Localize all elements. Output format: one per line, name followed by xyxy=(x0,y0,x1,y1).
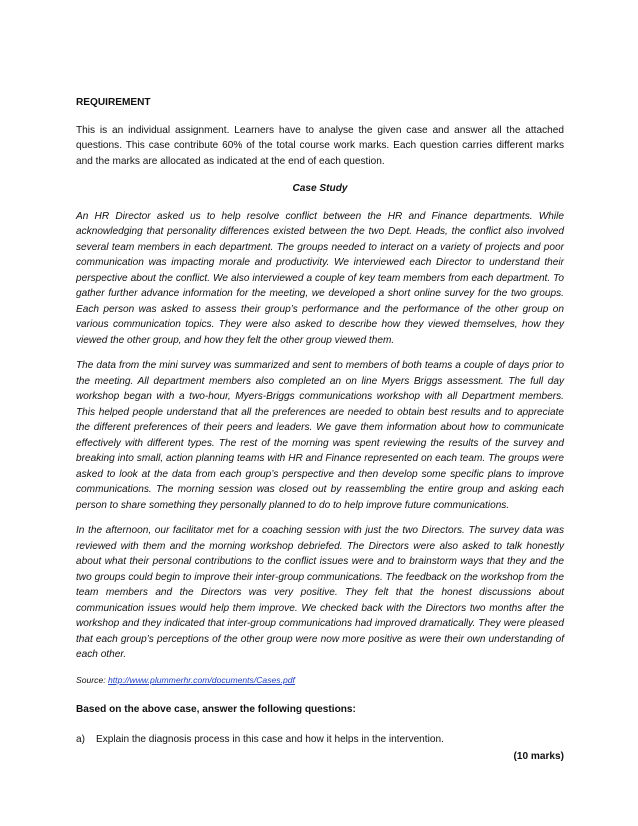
question-label: a) xyxy=(76,733,85,745)
source-link[interactable]: http://www.plummerhr.com/documents/Cases.pdf xyxy=(108,674,295,685)
source-line xyxy=(76,673,564,689)
case-paragraph-2: The data from the mini survey was summarized and sent to members of both teams a couple of days prior to the meeting. All department members also completed an on line Myers Briggs assessment. The full day workshop began with a two-hour, Myers-Briggs communications workshop with all Department members. This helped people understand that all the preferences are needed to obtain best results and to appreciate the different preferences of their peers and leaders. We gave them information about how to communicate effectively with different types. The rest of the morning was spent reviewing the results of the survey and breaking into small, action planning teams with HR and Finance represented on each team. The groups were asked to look at the data from each group’s perspective and then develop some specific plans to improve communications. The morning session was closed out by reassembling the entire group and asking each person to share something they personally planned to do to help improve future communications. xyxy=(76,360,564,511)
case-paragraph-3: In the afternoon, our facilitator met for a coaching session with just the two Directors. The survey data was reviewed with them and the morning workshop debriefed. The Directors were also asked to talk honestly about what their personal contributions to the conflict issues were and to brainstorm ways that they and the two groups could begin to improve their inter-group communications. The feedback on the workshop from the team members and the Directors was very positive. They felt that the honest discussions about communication issues would help them improve. We checked back with the Directors two months after the workshop and they indicated that inter-group communications had improved dramatically. They were pleased that each group’s perceptions of the other group were now more positive as were their own understanding of each other. xyxy=(76,525,564,660)
question-text: Explain the diagnosis process in this case and how it helps in the intervention. xyxy=(96,733,444,745)
requirement-heading: REQUIREMENT xyxy=(76,97,151,108)
requirement-text: This is an individual assignment. Learners have to analyse the given case and answer all the attached questions. This case contribute 60% of the total course work marks. Each question carries different marks and the marks are allocated as indicated at the end of each question. xyxy=(76,124,564,167)
case-paragraph-1: An HR Director asked us to help resolve conflict between the HR and Finance departments. While acknowledging that personality differences existed between the two Dept. Heads, the conflict also involved several team members in each department. The groups needed to interact on a variety of projects and poor communication was impacting morale and productivity. We interviewed each Director to understand their perspective about the conflict. We also interviewed a couple of key team members from each department. To gather further advance information for the meeting, we developed a short online survey for the two groups. Each person was asked to assess their group’s performance and the performance of the other group on various communication topics. They were also asked to describe how they viewed themselves, how they viewed the other group, and how they felt the other group viewed them. xyxy=(76,210,564,346)
document-page xyxy=(76,95,564,765)
source-label: Source: xyxy=(76,674,106,685)
question-marks: (10 marks) xyxy=(513,751,564,762)
question-item xyxy=(76,732,564,748)
case-study-title: Case Study xyxy=(292,183,348,194)
questions-heading: Based on the above case, answer the following questions: xyxy=(76,704,356,715)
